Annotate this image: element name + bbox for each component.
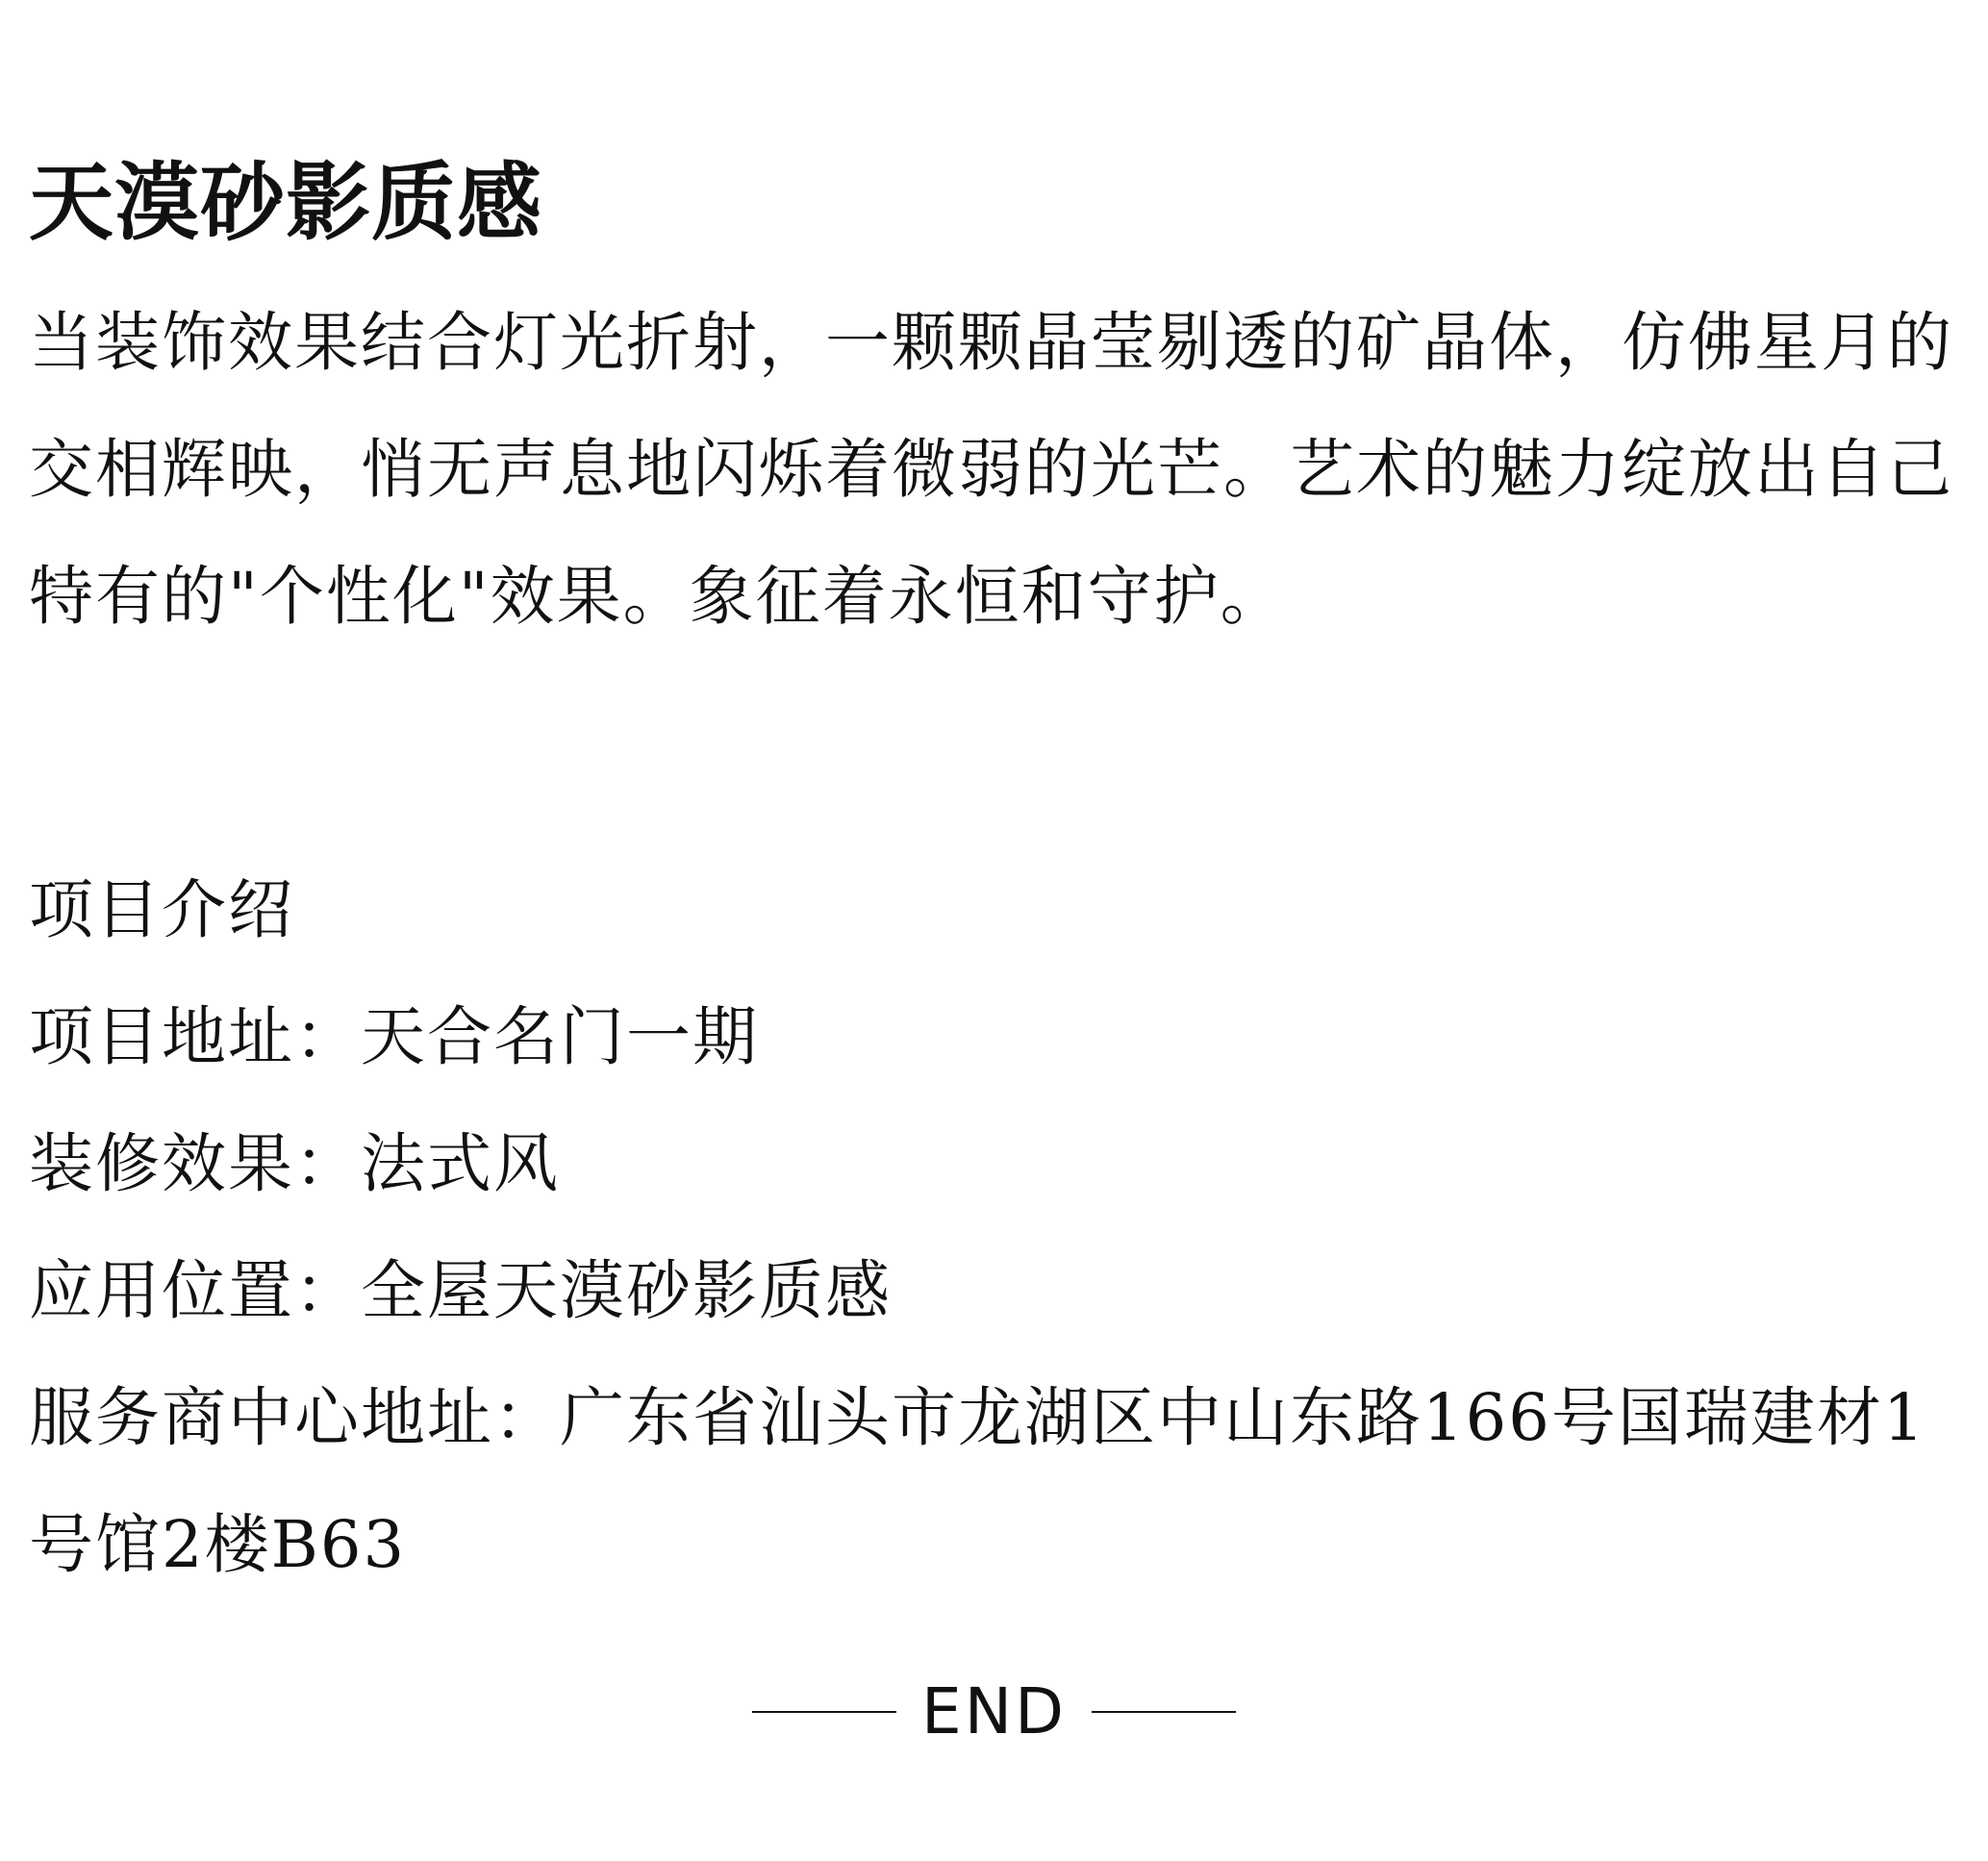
end-marker xyxy=(0,1669,1988,1755)
end-divider-right xyxy=(1092,1711,1236,1713)
article-intro: 当装饰效果结合灯光折射，一颗颗晶莹剔透的矿晶体，仿佛星月的交相辉映，悄无声息地闪烁着微弱的光芒。艺术的魅力绽放出自己特有的"个性化"效果。象征着永恒和守护。 xyxy=(29,305,1953,634)
project-location: 应用位置：全屋天漠砂影质感 xyxy=(29,1253,892,1328)
end-divider-left xyxy=(752,1711,896,1713)
service-center-address: 服务商中心地址：广东省汕头市龙湖区中山东路166号国瑞建材1号馆2楼B63 xyxy=(29,1380,1926,1582)
article-title: 天漠砂影质感 xyxy=(29,152,543,252)
project-style: 装修效果：法式风 xyxy=(29,1126,560,1201)
project-address: 项目地址：天合名门一期 xyxy=(29,999,759,1074)
project-heading: 项目介绍 xyxy=(29,872,294,947)
project-details xyxy=(29,846,1962,1608)
end-label: END xyxy=(921,1674,1067,1748)
